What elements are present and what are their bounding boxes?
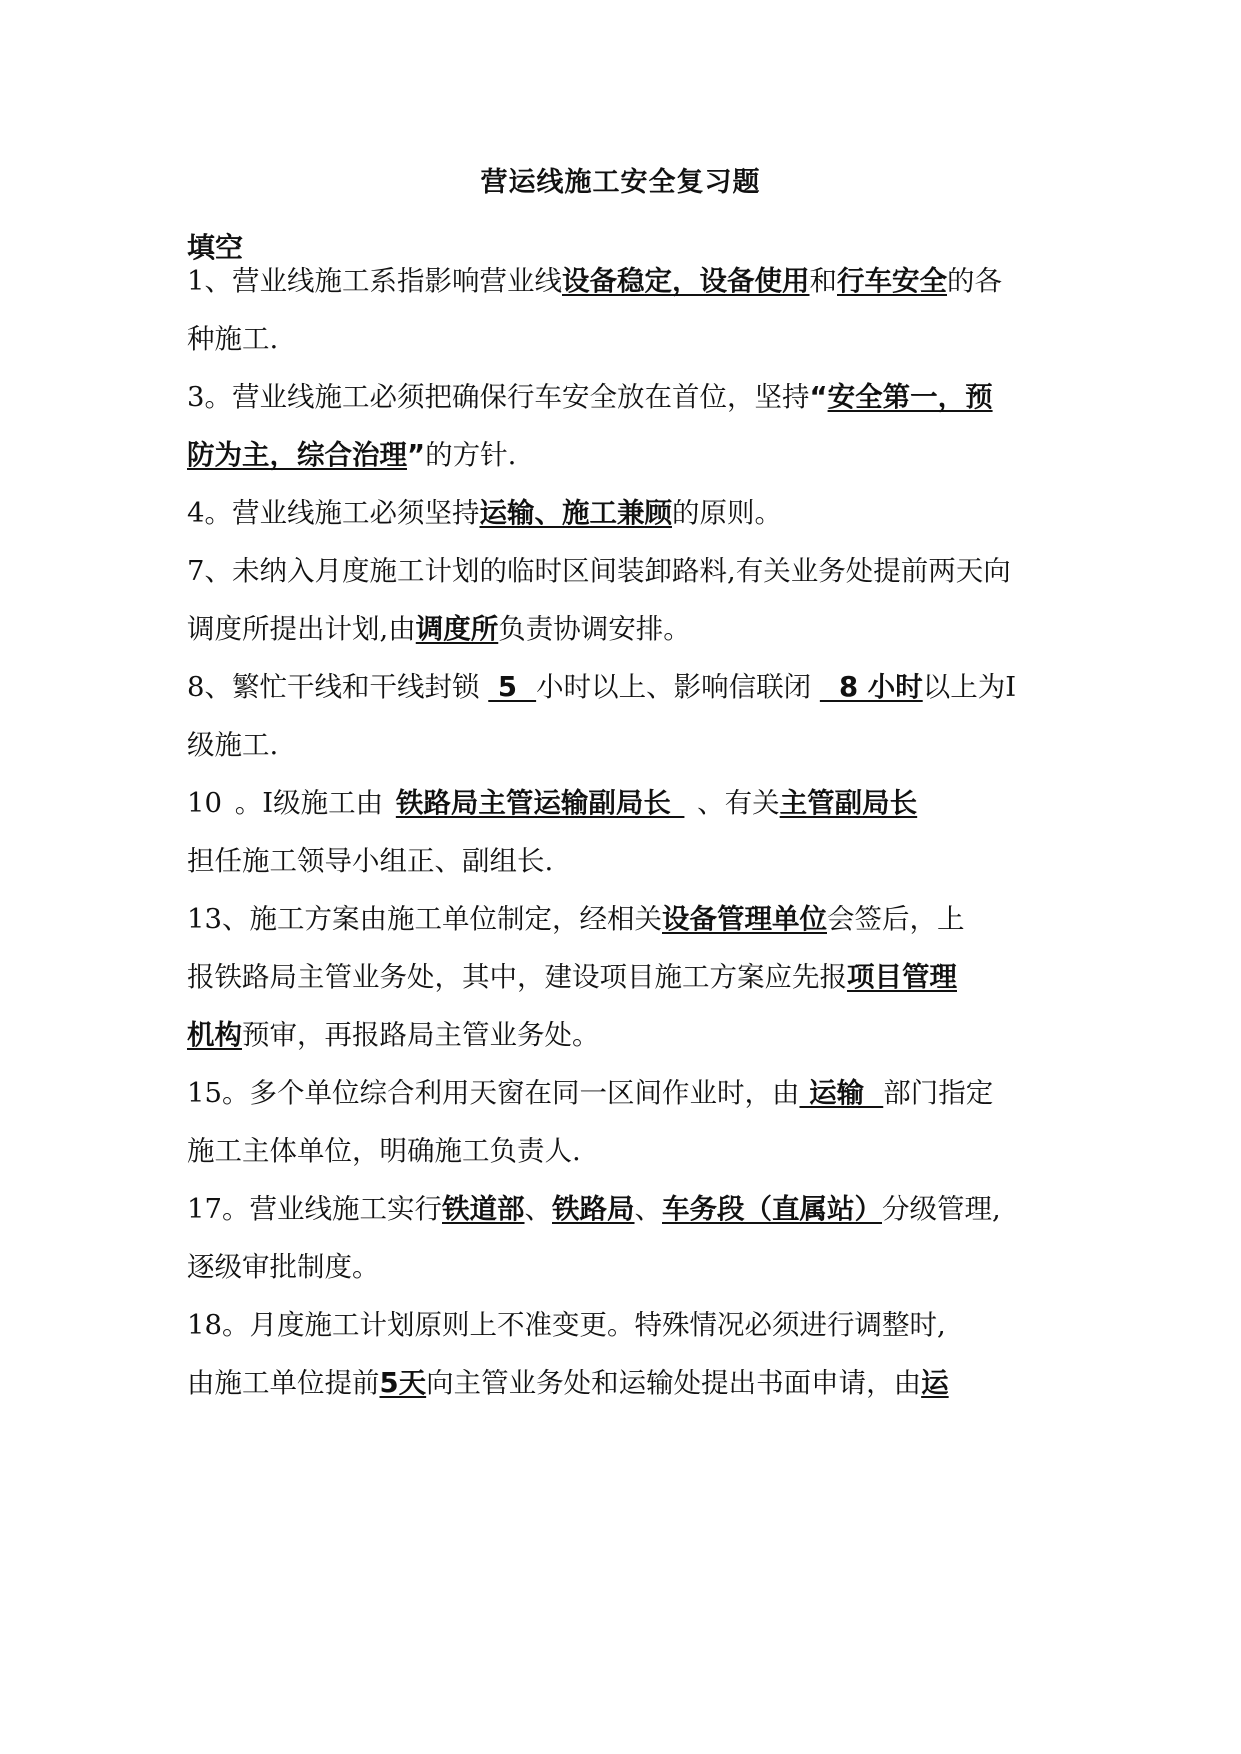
question-8-line-2 (187, 723, 1097, 767)
question-15-line-1 (187, 1071, 1097, 1115)
document-title: 营运线施工安全复习题 (480, 167, 761, 198)
question-4-line-1 (187, 491, 1097, 535)
question-8-line-1 (187, 665, 1097, 709)
section-heading: 填空 (187, 231, 244, 264)
question-text: 向主管业务处和运输处提出书面申请，由 (426, 1367, 922, 1399)
question-7-line-1 (187, 549, 1097, 593)
answer-blank: 安全第一，预 (827, 381, 993, 413)
question-13-line-3 (187, 1013, 1097, 1057)
question-text: 会签后，上 (827, 903, 965, 935)
question-10-line-1 (187, 781, 1097, 825)
question-17-line-2 (187, 1245, 1097, 1289)
question-text: 调度所提出计划,由 (187, 613, 416, 645)
question-18-line-2 (187, 1361, 1097, 1405)
question-text: 、 (524, 1193, 552, 1225)
answer-blank: 运输、施工兼顾 (479, 497, 672, 529)
answer-blank: 运输 (799, 1077, 884, 1109)
question-10-line-2 (187, 839, 1097, 883)
question-13-line-2 (187, 955, 1097, 999)
question-15-line-2 (187, 1129, 1097, 1173)
question-text: 报铁路局主管业务处，其中，建设项目施工方案应先报 (187, 961, 847, 993)
question-text: 17。营业线施工实行 (187, 1193, 442, 1225)
question-17-line-1 (187, 1187, 1097, 1231)
answer-blank: 8 小时 (819, 671, 923, 703)
question-text: 1、营业线施工系指影响营业线 (187, 265, 562, 297)
answer-blank: 设备使用 (699, 265, 810, 297)
question-text: 8、繁忙干线和干线封锁 (187, 671, 489, 703)
question-7-line-2 (187, 607, 1097, 651)
question-text: 担任施工领导小组正、副组长. (187, 845, 554, 877)
question-text: 、有关 (684, 787, 780, 819)
question-text: 10 。Ⅰ级施工由 (187, 787, 396, 819)
answer-blank: 机构 (187, 1019, 242, 1051)
question-text: 的方针. (425, 439, 517, 471)
question-text: 级施工. (187, 729, 279, 761)
question-text: 分级管理, (882, 1193, 1001, 1225)
question-text: 4。营业线施工必须坚持 (187, 497, 480, 529)
answer-blank: 车务段（直属站） (662, 1193, 882, 1225)
answer-blank: 设备管理单位 (662, 903, 827, 935)
answer-blank: 调度所 (415, 613, 499, 645)
question-text: 的原则。 (672, 497, 782, 529)
question-text: 和 (809, 265, 837, 297)
question-1-line-1 (187, 259, 1097, 303)
answer-blank: 铁道部 (442, 1193, 525, 1225)
answer-blank: 防为主，综合治理 (187, 439, 407, 471)
question-text: 15。多个单位综合利用天窗在同一区间作业时，由 (187, 1077, 800, 1109)
question-text: 13、施工方案由施工单位制定，经相关 (187, 903, 662, 935)
question-text: 的各 (947, 265, 1002, 297)
question-3-line-1 (187, 375, 1097, 419)
question-text: 预审，再报路局主管业务处。 (242, 1019, 600, 1051)
question-text: 7、未纳入月度施工计划的临时区间装卸路料,有关业务处提前两天向 (187, 555, 1011, 587)
question-text: 部门指定 (883, 1077, 994, 1109)
answer-blank: 铁路局主管运输副局长 (395, 787, 685, 819)
question-text: 以上为Ⅰ (922, 671, 1017, 703)
question-text: 施工主体单位，明确施工负责人. (187, 1135, 581, 1167)
question-1-line-2 (187, 317, 1097, 361)
question-text: 3。营业线施工必须把确保行车安全放在首位，坚持 (187, 381, 810, 413)
quote-mark: “ (809, 381, 828, 413)
answer-blank: 5天 (379, 1367, 427, 1399)
question-text: 种施工. (187, 323, 279, 355)
question-3-line-2 (187, 433, 1097, 477)
question-text: 18。月度施工计划原则上不准变更。特殊情况必须进行调整时, (187, 1309, 946, 1341)
question-text: 由施工单位提前 (187, 1367, 380, 1399)
answer-blank: 设备稳定， (562, 265, 700, 297)
question-text: 小时以上、影响信联闭 (536, 671, 820, 703)
answer-blank: 项目管理 (847, 961, 957, 993)
question-text: 负责协调安排。 (498, 613, 691, 645)
answer-blank: 主管副局长 (779, 787, 918, 819)
question-text: 逐级审批制度。 (187, 1251, 380, 1283)
answer-blank: 行车安全 (837, 265, 947, 297)
quote-mark: ” (407, 439, 426, 471)
answer-blank: 5 (488, 671, 537, 703)
question-18-line-1 (187, 1303, 1097, 1347)
question-text: 、 (634, 1193, 662, 1225)
answer-blank: 运 (921, 1367, 949, 1399)
question-13-line-1 (187, 897, 1097, 941)
answer-blank: 铁路局 (552, 1193, 635, 1225)
